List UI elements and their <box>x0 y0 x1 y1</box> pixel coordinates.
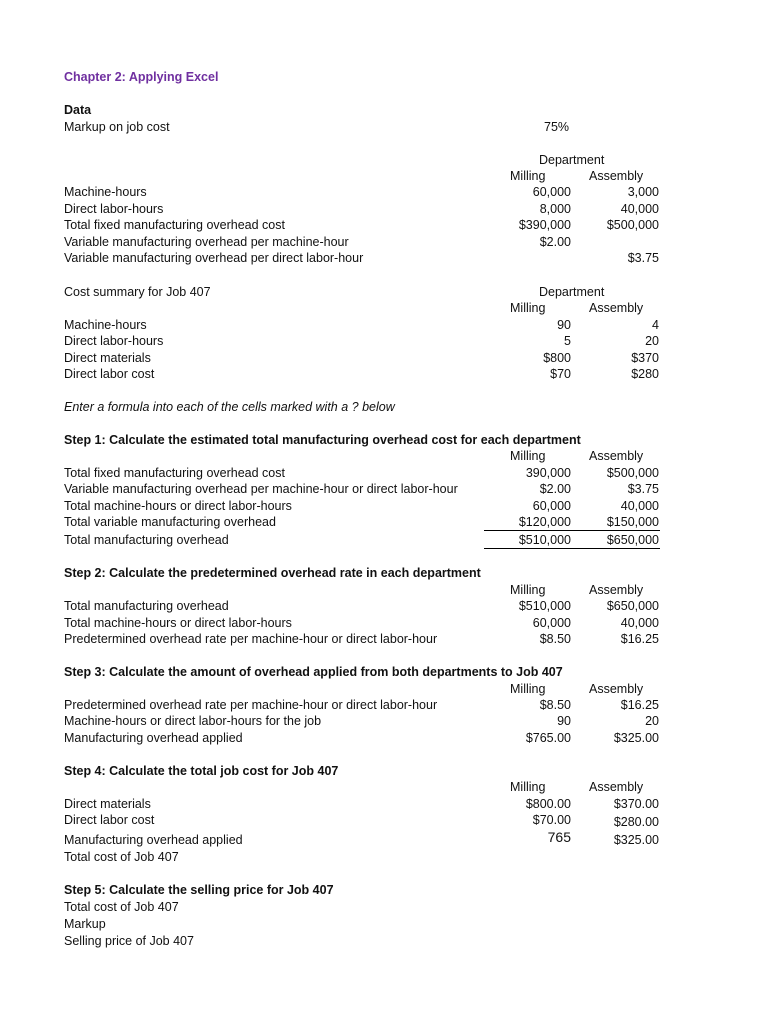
cost-row-assembly: 4 <box>652 318 659 332</box>
step1-row-assembly: $500,000 <box>606 466 659 480</box>
data-row-assembly: 40,000 <box>620 202 659 216</box>
step2-row-assembly: $650,000 <box>606 599 659 613</box>
step1-row-milling: $510,000 <box>518 533 571 547</box>
cost-row-milling: 5 <box>564 334 571 348</box>
data-row-assembly: $3.75 <box>627 251 659 265</box>
data-row-label: Variable manufacturing overhead per machine-hour <box>64 235 349 249</box>
step1-row-assembly: 40,000 <box>620 499 659 513</box>
step2-row-milling: $510,000 <box>518 599 571 613</box>
step3-row-assembly: $16.25 <box>620 698 659 712</box>
step1-col-milling: Milling <box>510 449 546 463</box>
data-row-label: Total fixed manufacturing overhead cost <box>64 218 285 232</box>
data-row-milling: $390,000 <box>518 218 571 232</box>
step2-row-milling: $8.50 <box>539 632 571 646</box>
step1-total-rule <box>484 548 660 549</box>
instruction-text: Enter a formula into each of the cells marked with a ? below <box>64 400 395 414</box>
step4-row-assembly: $370.00 <box>613 797 659 811</box>
data-dept-header: Department <box>539 153 605 167</box>
step5-heading: Step 5: Calculate the selling price for Job 407 <box>64 883 334 897</box>
step2-row-label: Predetermined overhead rate per machine-hour or direct labor-hour <box>64 632 438 646</box>
step1-subtotal-rule <box>484 530 660 531</box>
step2-row-label: Total machine-hours or direct labor-hours <box>64 616 292 630</box>
step3-heading: Step 3: Calculate the amount of overhead applied from both departments to Job 407 <box>64 665 563 679</box>
data-row-assembly: 3,000 <box>627 185 659 199</box>
markup-label: Markup on job cost <box>64 120 170 134</box>
step3-row-milling: $8.50 <box>539 698 571 712</box>
cost-row-label: Direct labor-hours <box>64 334 164 348</box>
step5-row-label: Selling price of Job 407 <box>64 934 194 948</box>
step3-row-milling: 90 <box>557 714 571 728</box>
step3-row-assembly: $325.00 <box>613 731 659 745</box>
step1-row-label: Total variable manufacturing overhead <box>64 515 276 529</box>
step1-row-milling: 60,000 <box>532 499 571 513</box>
step2-row-assembly: $16.25 <box>620 632 659 646</box>
step2-row-assembly: 40,000 <box>620 616 659 630</box>
step1-row-label: Total machine-hours or direct labor-hours <box>64 499 292 513</box>
step4-row-label: Direct materials <box>64 797 151 811</box>
step1-row-label: Total manufacturing overhead <box>64 533 229 547</box>
step4-row-assembly: $325.00 <box>613 833 659 847</box>
step2-row-label: Total manufacturing overhead <box>64 599 229 613</box>
cost-row-milling: $800 <box>543 351 571 365</box>
step5-row-label: Total cost of Job 407 <box>64 900 179 914</box>
step4-col-milling: Milling <box>510 780 546 794</box>
cost-summary-col-milling: Milling <box>510 301 546 315</box>
step4-col-assembly: Assembly <box>589 780 644 794</box>
step2-col-assembly: Assembly <box>589 583 644 597</box>
step1-row-assembly: $150,000 <box>606 515 659 529</box>
step1-row-assembly: $3.75 <box>627 482 659 496</box>
step2-row-milling: 60,000 <box>532 616 571 630</box>
step3-row-milling: $765.00 <box>525 731 571 745</box>
step1-row-label: Total fixed manufacturing overhead cost <box>64 466 285 480</box>
cost-row-assembly: $370 <box>631 351 659 365</box>
step3-row-label: Machine-hours or direct labor-hours for the job <box>64 714 322 728</box>
step1-row-assembly: $650,000 <box>606 533 659 547</box>
data-col-assembly: Assembly <box>589 169 644 183</box>
cost-row-label: Direct materials <box>64 351 151 365</box>
data-row-milling: 60,000 <box>532 185 571 199</box>
step4-row-label: Manufacturing overhead applied <box>64 833 243 847</box>
step2-heading: Step 2: Calculate the predetermined overhead rate in each department <box>64 566 481 580</box>
step4-row-milling: $70.00 <box>532 813 571 827</box>
data-row-label: Direct labor-hours <box>64 202 164 216</box>
step3-col-assembly: Assembly <box>589 682 644 696</box>
step1-row-milling: 390,000 <box>525 466 571 480</box>
cost-summary-heading: Cost summary for Job 407 <box>64 285 211 299</box>
cost-row-label: Machine-hours <box>64 318 147 332</box>
cost-row-milling: $70 <box>550 367 571 381</box>
step1-row-label: Variable manufacturing overhead per machine-hour or direct labor-hour <box>64 482 458 496</box>
cost-summary-col-assembly: Assembly <box>589 301 644 315</box>
step4-row-milling: $800.00 <box>525 797 571 811</box>
step4-row-label: Total cost of Job 407 <box>64 850 179 864</box>
markup-value: 75% <box>544 120 570 134</box>
step5-row-label: Markup <box>64 917 106 931</box>
data-row-label: Variable manufacturing overhead per direct labor-hour <box>64 251 364 265</box>
data-row-label: Machine-hours <box>64 185 147 199</box>
step1-col-assembly: Assembly <box>589 449 644 463</box>
step4-row-assembly: $280.00 <box>613 815 659 829</box>
step4-overhead-milling-cell[interactable]: 765 <box>547 829 571 845</box>
step1-heading: Step 1: Calculate the estimated total manufacturing overhead cost for each department <box>64 433 581 447</box>
cost-summary-dept-header: Department <box>539 285 605 299</box>
cost-row-milling: 90 <box>557 318 571 332</box>
data-heading: Data <box>64 103 92 117</box>
step3-row-label: Predetermined overhead rate per machine-hour or direct labor-hour <box>64 698 438 712</box>
step1-row-milling: $2.00 <box>539 482 571 496</box>
step3-col-milling: Milling <box>510 682 546 696</box>
step2-col-milling: Milling <box>510 583 546 597</box>
data-row-assembly: $500,000 <box>606 218 659 232</box>
step3-row-assembly: 20 <box>645 714 659 728</box>
step4-row-label: Direct labor cost <box>64 813 155 827</box>
data-col-milling: Milling <box>510 169 546 183</box>
cost-row-label: Direct labor cost <box>64 367 155 381</box>
cost-row-assembly: 20 <box>645 334 659 348</box>
cost-row-assembly: $280 <box>631 367 659 381</box>
step3-row-label: Manufacturing overhead applied <box>64 731 243 745</box>
step1-row-milling: $120,000 <box>518 515 571 529</box>
data-row-milling: 8,000 <box>539 202 571 216</box>
step4-heading: Step 4: Calculate the total job cost for Job 407 <box>64 764 339 778</box>
data-row-milling: $2.00 <box>539 235 571 249</box>
page-title: Chapter 2: Applying Excel <box>64 70 219 84</box>
